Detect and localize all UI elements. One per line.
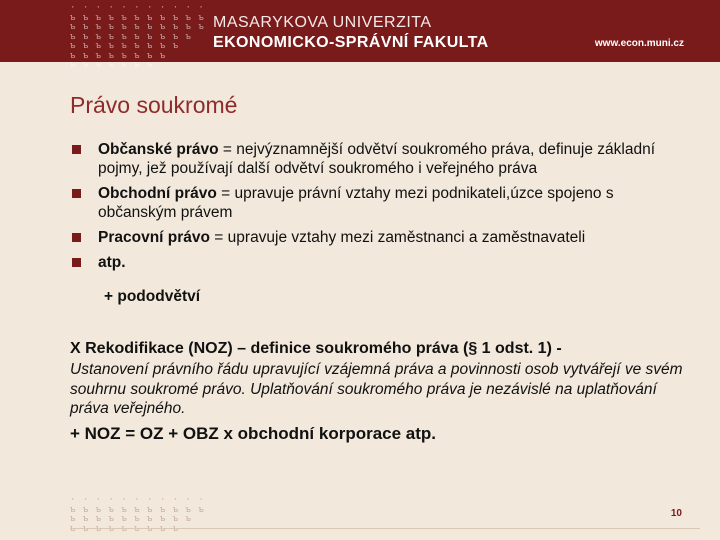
page-number: 10: [670, 508, 682, 519]
bullet-term: Občanské právo: [98, 141, 219, 158]
header-banner: [0, 0, 720, 70]
footer-divider: [70, 528, 700, 529]
slide-title: Právo soukromé: [70, 92, 238, 118]
university-name: MASARYKOVA UNIVERZITA: [213, 14, 432, 31]
rekodifikace-definition: Ustanovení právního řádu upravující vzájemná práva a povinnosti osob vytvářejí ve svém souhrnu soukromé právo. Uplatňování soukromého práva je nezávislé na uplatňování práva veřejného.: [70, 361, 683, 417]
university-logo-pattern: · · · · · · · · · · · ъ ъ ъ ъ ъ ъ ъ ъ ъ ъ ъ ъ ъ ъ ъ ъ ъ ъ ъ ъ ъ ъ ъ ъ ъ ъ ъ ъ ъ ъ ъ ъ ъ ъ ъ ъ ъ ъ ъ ъ ъ ъ ъ ъ ъ ъ ъ ъ ъ ъ ъ ъ ъ ъ ъ ъ: [70, 3, 205, 70]
website-url[interactable]: www.econ.muni.cz: [594, 38, 684, 49]
square-bullet-icon: [72, 258, 81, 267]
bullet-text: = upravuje právní vztahy mezi podnikateli,úzce spojeno s občanským právem: [98, 185, 614, 221]
square-bullet-icon: [72, 145, 81, 154]
bullet-text: = upravuje vztahy mezi zaměstnanci a zaměstnavateli: [210, 229, 586, 246]
square-bullet-icon: [72, 189, 81, 198]
bullet-item: [70, 184, 690, 222]
square-bullet-icon: [72, 233, 81, 242]
footer-logo-pattern: · · · · · · · · · · · ъ ъ ъ ъ ъ ъ ъ ъ ъ ъ ъ ъ ъ ъ ъ ъ ъ ъ ъ ъ ъ: [70, 495, 205, 524]
formula-line: + NOZ = OZ + OBZ x obchodní korporace atp.: [70, 424, 437, 443]
bullet-term: atp.: [98, 254, 126, 271]
bullet-text: = nejvýznamnější odvětví soukromého práva, definuje základní pojmy, jež používají další odvětví soukromého i veřejného práva: [98, 141, 656, 177]
bullet-item: [70, 140, 690, 178]
bullet-list: [70, 140, 690, 278]
bullet-item: [70, 228, 690, 247]
bullet-term: Pracovní právo: [98, 229, 210, 246]
sub-note: + pododvětví: [104, 288, 201, 305]
bullet-item: [70, 253, 690, 272]
rekodifikace-heading: X Rekodifikace (NOZ) – definice soukromého práva (§ 1 odst. 1) -: [70, 340, 562, 357]
faculty-name: EKONOMICKO-SPRÁVNÍ FAKULTA: [213, 34, 489, 51]
bullet-term: Obchodní právo: [98, 185, 217, 202]
